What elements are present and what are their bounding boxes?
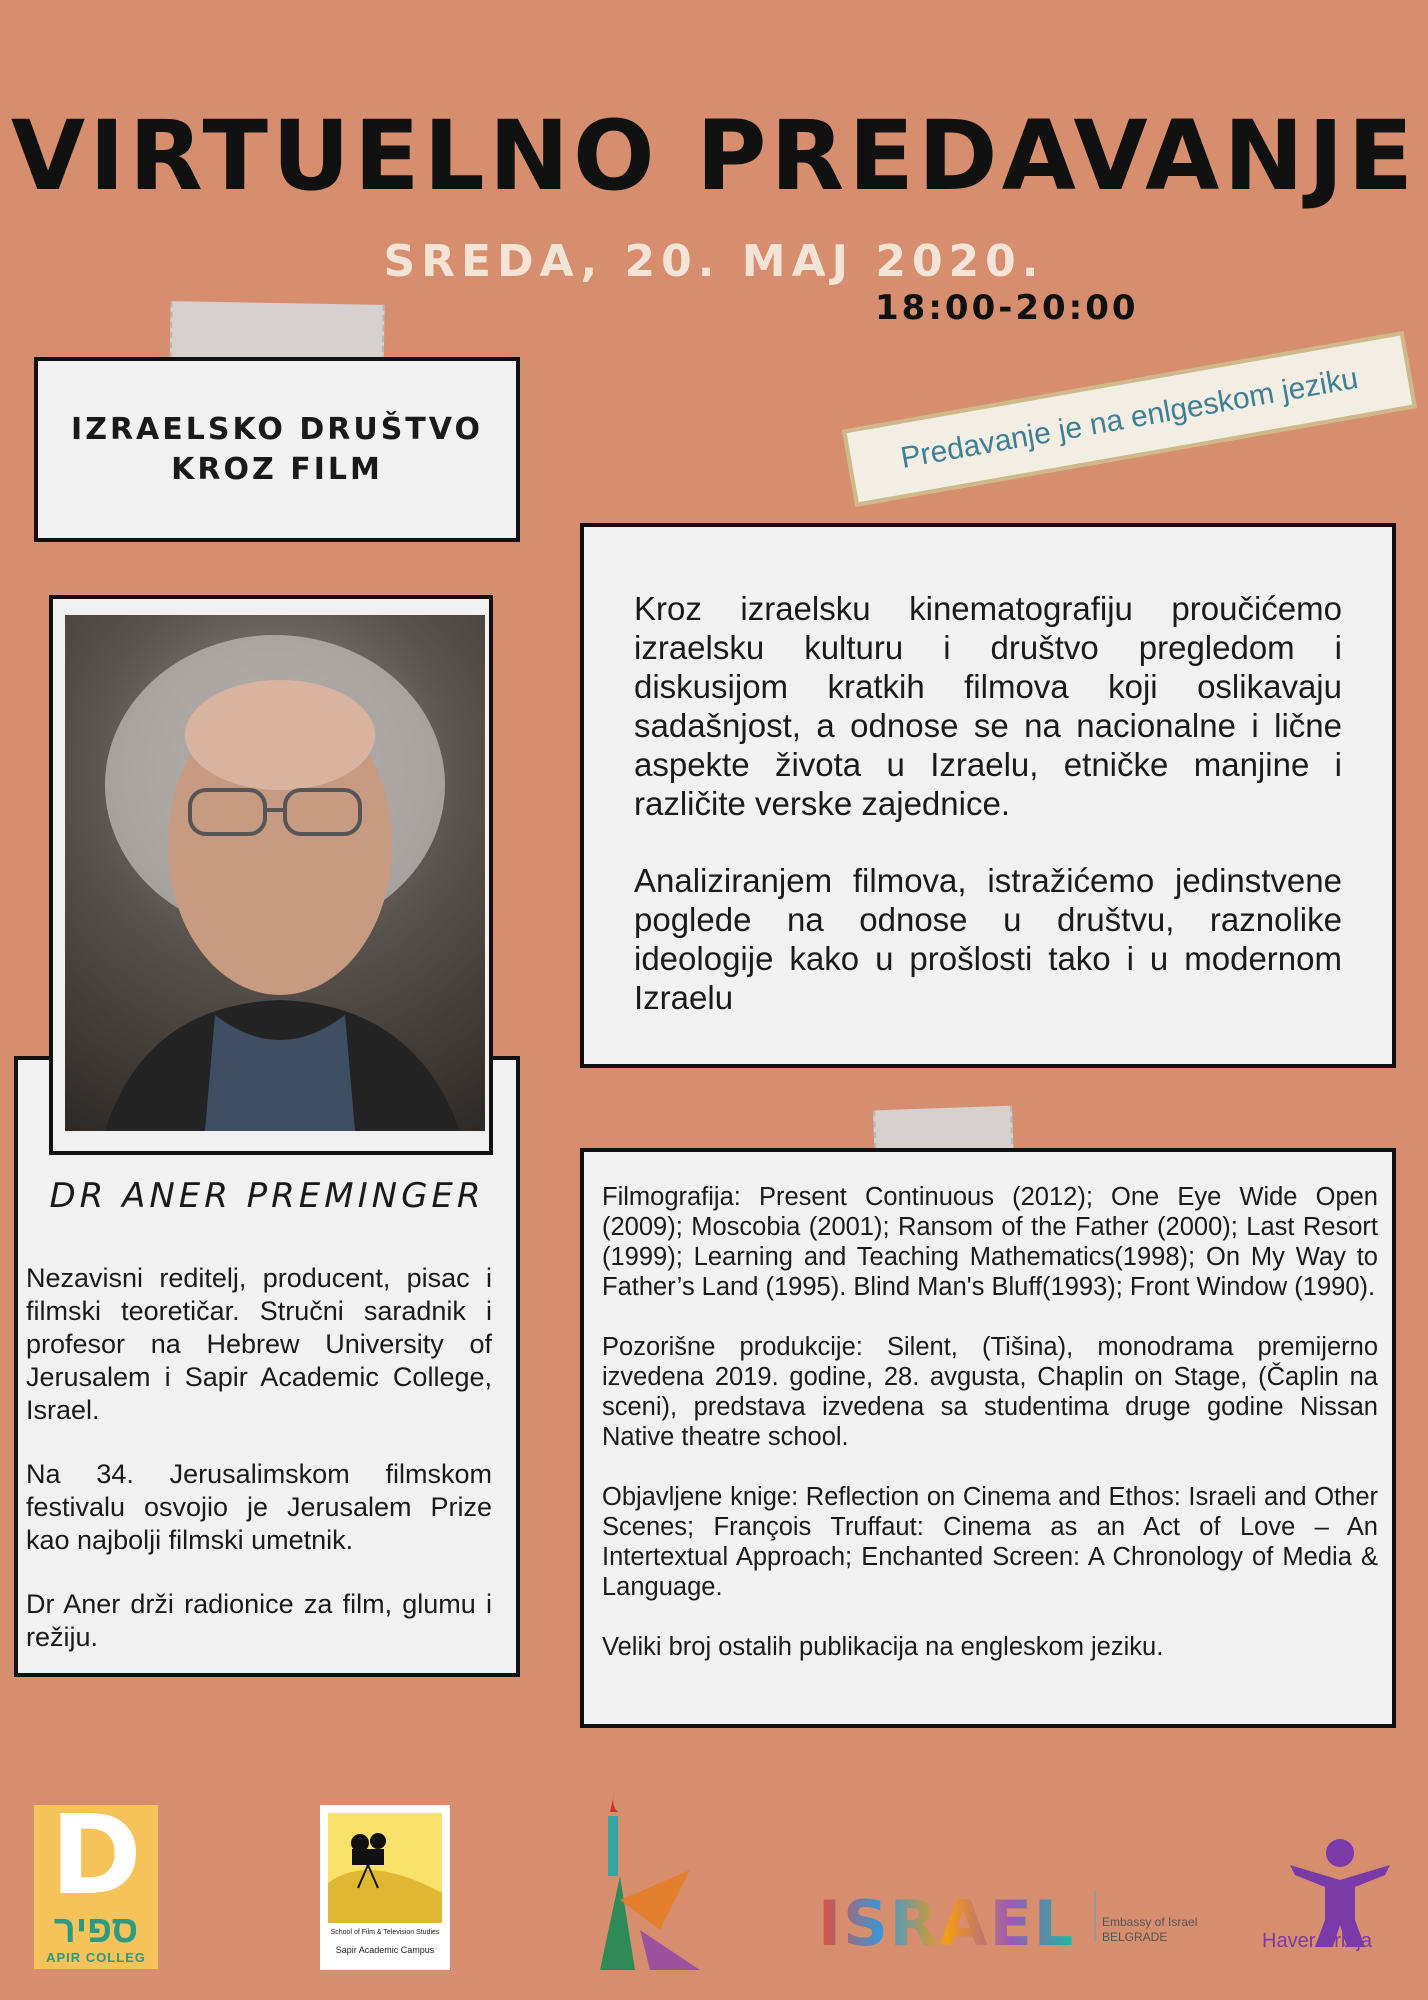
embassy-line-2: BELGRADE [1102, 1930, 1168, 1944]
topic-box [34, 357, 520, 542]
speaker-bio [26, 1262, 492, 1685]
speaker-photo [65, 615, 485, 1131]
israel-logo-text: ISRAEL [818, 1887, 1076, 1960]
bio-paragraph-3: Dr Aner drži radionice za film, glumu i režiju. [26, 1589, 492, 1652]
topic-line-1: IZRAELSKO DRUŠTVO [71, 411, 483, 447]
film-school-line-1: School of Film & Television Studies [330, 1929, 440, 1936]
camera-icon [328, 1813, 442, 1923]
books-label: Objavljene knige: [602, 1483, 799, 1511]
portrait-illustration [65, 615, 485, 1131]
description-box [580, 523, 1396, 1068]
speaker-photo-frame [49, 595, 493, 1155]
works-box [580, 1148, 1396, 1728]
embassy-line-1: Embassy of Israel [1102, 1915, 1198, 1929]
page-title: VIRTUELNO PREDAVANJE [10, 100, 1418, 212]
speaker-name: DR ANER PREMINGER [49, 1176, 485, 1216]
language-note: Predavanje je na enlgeskom jeziku [842, 331, 1417, 507]
topic-line-2: KROZ FILM [171, 451, 383, 487]
event-date: SREDA, 20. MAJ 2020. [383, 236, 1045, 287]
embassy-text [1102, 1915, 1197, 1945]
books-list: Reflection on Cinema and Ethos: Israeli and Other Scenes; François Truffaut: Cinema as an Act of Love – An Intertextual Approach; Enchanted Screen: A Chronology of Media & Language. [602, 1483, 1378, 1601]
sapir-logo-text: APIR COLLEG [46, 1950, 146, 1965]
theatre-list: Silent, (Tišina), monodrama premijerno izvedena 2019. godine, 28. avgusta, Chaplin on Stage, (Čaplin na sceni), predstava izvedena sa studentima druge godine Nissan Native theatre school. [602, 1333, 1378, 1451]
filmography-paragraph [602, 1182, 1378, 1302]
other-publications: Veliki broj ostalih publikacija na engleskom jeziku. [602, 1633, 1164, 1661]
bio-paragraph-1: Nezavisni reditelj, producent, pisac i filmski teoretičar. Stručni saradnik i profesor na Hebrew University of Jerusalem i Sapir Academic College, Israel. [26, 1263, 492, 1425]
works-text [602, 1182, 1378, 1662]
haver-srbija-logo: Haver Srbija [1262, 1930, 1373, 1952]
jerusalem-logo [580, 1780, 705, 1980]
embassy-divider [1094, 1890, 1096, 1942]
theatre-label: Pozorišne produkcije: [602, 1333, 863, 1361]
filmography-label: Filmografija: [602, 1183, 741, 1211]
sapir-logo-letter: D [50, 1791, 142, 1919]
description-paragraph-1: Kroz izraelsku kinematografiju proučićemo izraelsku kulturu i društvo pregledom i diskusijom kratkih filmova koji oslikavaju sadašnjost, a odnose se na nacionalne i lične aspekte života u Izraelu, etničke manjine i različite verske zajednice. [634, 590, 1342, 822]
bio-paragraph-2: Na 34. Jerusalimskom filmskom festivalu osvojio je Jerusalem Prize kao najbolji filmski umetnik. [26, 1459, 492, 1555]
description-paragraph-2: Analiziranjem filmova, istražićemo jedinstvene poglede na odnose u društvu, raznolike ideologije kako u prošlosti tako i u modernom Izraelu [634, 862, 1342, 1016]
event-time: 18:00-20:00 [875, 288, 1139, 328]
film-school-logo [320, 1805, 450, 1970]
sapir-college-logo [34, 1791, 158, 1969]
israel-logo [818, 1887, 1075, 1960]
sapir-logo-hebrew: ספיר [53, 1909, 139, 1951]
theatre-paragraph [602, 1332, 1378, 1452]
film-school-line-2: Sapir Academic Campus [335, 1945, 435, 1955]
filmography-list: Present Continuous (2012); One Eye Wide Open (2009); Moscobia (2001); Ransom of the Father (2000); Last Resort (1999); Learning and Teaching Mathematics(1998); On My Way to Father’s Land (1995). Blind Man's Bluff(1993); Front Window (1990). [602, 1183, 1378, 1301]
books-paragraph [602, 1482, 1378, 1602]
film-school-emblem [328, 1813, 442, 1923]
